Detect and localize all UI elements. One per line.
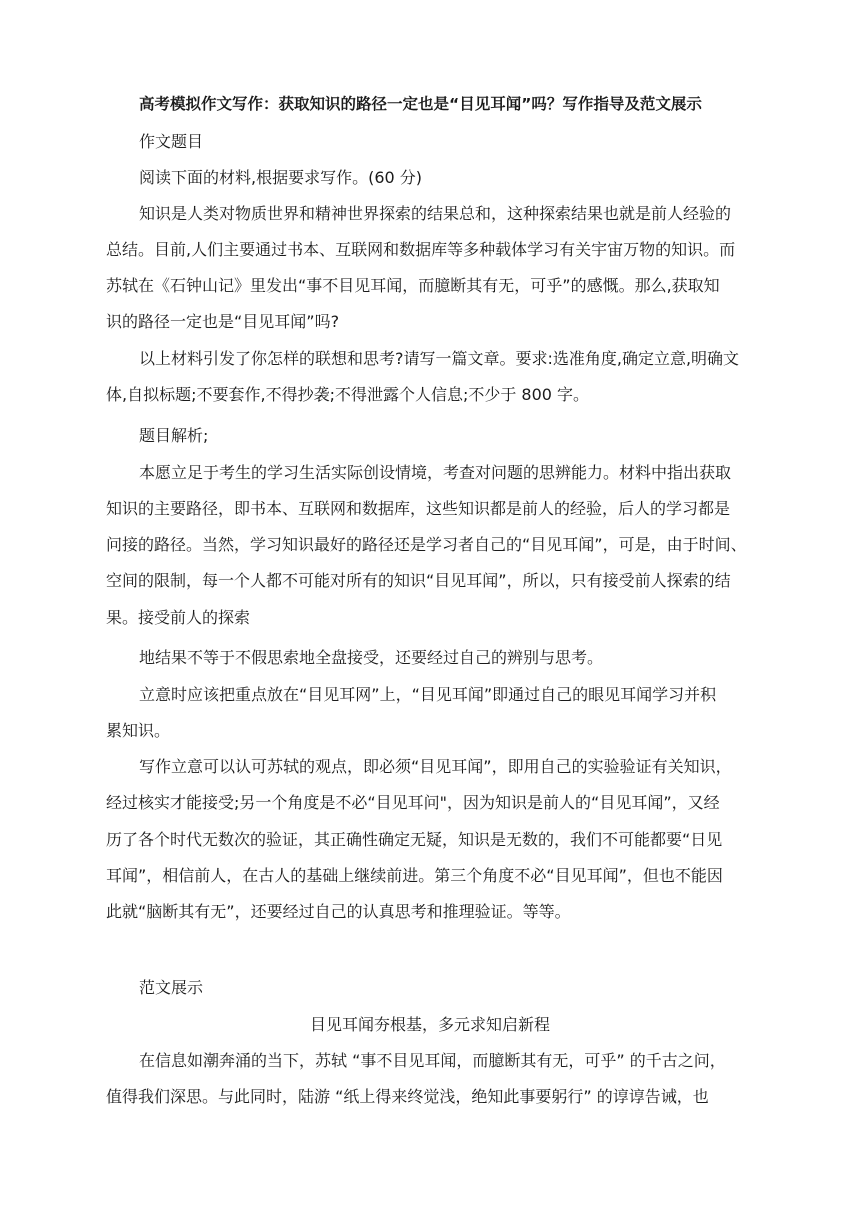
analysis-line: 知识的主要路径，即书本、互联网和数据库，这些知识都是前人的经验，后人的学习都是 xyxy=(106,499,731,518)
requirement-line: 体,自拟标题;不要套作,不得抄袭;不得泄露个人信息;不少于 800 字。 xyxy=(106,385,590,404)
analysis-line: 果。接受前人的探索 xyxy=(106,608,251,627)
analysis-line: 立意时应该把重点放在“目见耳网”上，“目见耳闻”即通过自己的眼见耳闻学习并积 xyxy=(139,685,717,704)
analysis-line: 经过核实才能接受;另一个角度是不必“目见耳问"，因为知识是前人的“目见耳闻”，又经 xyxy=(106,793,720,812)
essay-title: 目见耳闻夯根基，多元求知启新程 xyxy=(309,1015,550,1034)
prompt-instruction: 阅读下面的材料,根据要求写作。(60 分) xyxy=(139,168,423,187)
analysis-line: 问接的路径。当然，学习知识最好的路径还是学习者自己的“目见耳闻”，可是，由于时间、 xyxy=(106,535,747,554)
section-heading-sample: 范文展示 xyxy=(139,978,204,997)
requirement-line: 以上材料引发了你怎样的联想和思考?请写一篇文章。要求:选准角度,确定立意,明确文 xyxy=(139,349,740,368)
material-line: 知识是人类对物质世界和精神世界探索的结果总和，这种探索结果也就是前人经验的 xyxy=(139,204,732,223)
analysis-line: 历了各个时代无数次的验证，其正确性确定无疑，知识是无数的，我们不可能都要“日见 xyxy=(106,830,723,849)
document-title: 高考模拟作文写作：获取知识的路径一定也是“目见耳闻”吗？写作指导及范文展示 xyxy=(139,95,702,113)
analysis-line: 本愿立足于考生的学习生活实际创设情境，考查对问题的思辨能力。材料中指出获取 xyxy=(139,463,732,482)
essay-line: 值得我们深思。与此同时，陆游 “纸上得来终觉浅，绝知此事要躬行” 的谆谆告诫，也 xyxy=(106,1087,709,1106)
analysis-line: 空间的限制，每一个人都不可能对所有的知识“目见耳闻”，所以，只有接受前人探索的结 xyxy=(106,571,731,590)
analysis-line: 写作立意可以认可苏轼的观点，即必须“目见耳闻”，即用自己的实验验证有关知识， xyxy=(139,757,732,776)
material-line: 识的路径一定也是“目见耳闻”吗? xyxy=(106,312,340,331)
analysis-line: 耳闻”，相信前人，在古人的基础上继续前进。第三个角度不必“目见耳闻”，但也不能因 xyxy=(106,866,723,885)
analysis-line: 地结果不等于不假思索地全盘接受，还要经过自己的辨别与思考。 xyxy=(139,648,604,667)
essay-line: 在信息如潮奔涌的当下，苏轼 “事不目见耳闻，而臆断其有无，可乎” 的千古之问， xyxy=(139,1051,726,1070)
section-heading-prompt: 作文题目 xyxy=(139,132,204,151)
analysis-line: 此就“脑断其有无”，还要经过自己的认真思考和推理验证。等等。 xyxy=(106,902,571,921)
material-line: 总结。目前,人们主要通过书本、互联网和数据库等多种载体学习有关宇宙万物的知识。而 xyxy=(106,240,736,259)
section-heading-analysis: 题目解析; xyxy=(139,426,209,445)
analysis-line: 累知识。 xyxy=(106,721,171,740)
material-line: 苏轼在《石钟山记》里发出“事不目见耳闻，而臆断其有无，可乎”的感慨。那么,获取知 xyxy=(106,276,720,295)
